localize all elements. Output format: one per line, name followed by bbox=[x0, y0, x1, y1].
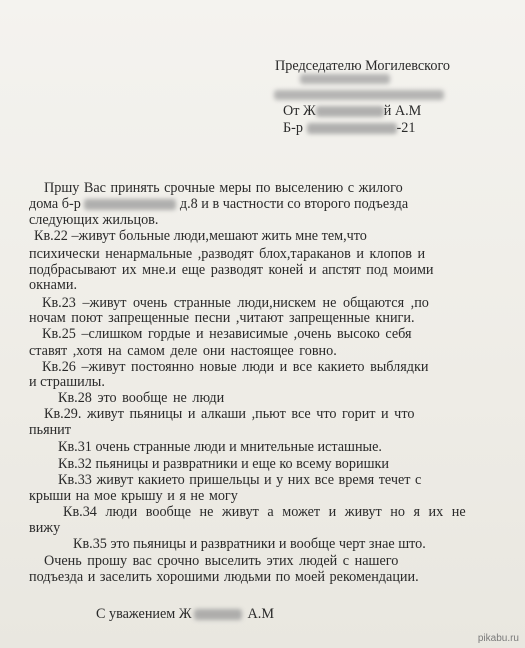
body-line: Кв.29. живут пьяницы и алкаши ,пьют все что горит и что bbox=[44, 406, 415, 422]
body-line: Кв.35 это пьяницы и развратники и вообще черт знае што. bbox=[73, 536, 426, 552]
body-line: пьянит bbox=[29, 422, 71, 438]
body-line: ночам поют запрещенные песни ,читают запрещенные книги. bbox=[29, 310, 415, 326]
body-line: Кв.23 –живут очень странные люди,нискем не общаются ,по bbox=[42, 295, 429, 311]
body-line: Кв.28 это вообще не люди bbox=[58, 390, 225, 406]
body-line: Очень прошу вас срочно выселить этих людей с нашего bbox=[44, 553, 399, 569]
recipient-line: Председателю Могилевского bbox=[275, 58, 451, 74]
address-line bbox=[283, 120, 415, 136]
sender-prefix: От Ж bbox=[283, 103, 316, 119]
body-line: Кв.25 –слишком гордые и независимые ,очень высоко себя bbox=[42, 326, 412, 342]
body-line: Пршу Вас принять срочные меры по выселению с жилого bbox=[44, 180, 403, 196]
redacted-street bbox=[84, 199, 176, 210]
body-text: дома б-р bbox=[29, 196, 81, 212]
body-line: психически ненармальные ,разводят блох,тараканов и клопов и bbox=[29, 246, 426, 262]
body-line: и страшилы. bbox=[29, 374, 105, 390]
body-text: д.8 и в частности со второго подъезда bbox=[179, 196, 409, 212]
body-line: следующих жильцов. bbox=[29, 212, 159, 228]
body-line: окнами. bbox=[29, 277, 77, 293]
address-suffix: -21 bbox=[396, 120, 416, 136]
body-line: Кв.22 –живут больные люди,мешают жить мне тем,что bbox=[34, 228, 367, 244]
sender-line bbox=[283, 103, 421, 119]
redacted-sender-surname bbox=[316, 106, 384, 117]
body-line: подбрасывают их мне.и еще разводят коней и апстят под моими bbox=[29, 262, 434, 278]
body-line: Кв.32 пьяницы и развратники и еще ко всему воришки bbox=[58, 456, 389, 472]
redacted-signature-surname bbox=[194, 609, 242, 620]
body-line bbox=[29, 196, 408, 212]
redacted-recipient-name bbox=[274, 90, 444, 100]
address-prefix: Б-р bbox=[283, 120, 303, 136]
redacted-address bbox=[307, 123, 397, 134]
signature-line bbox=[96, 606, 274, 622]
redacted-recipient-title bbox=[300, 74, 390, 84]
body-line: Кв.34 люди вообще не живут а может и живут но я их не bbox=[63, 504, 466, 520]
body-line: подъезда и заселить хорошими людьми по моей рекомендации. bbox=[29, 569, 419, 585]
body-line: Кв.26 –живут постоянно новые люди и все какието выблядки bbox=[42, 359, 429, 375]
body-line: вижу bbox=[29, 520, 61, 536]
signature-suffix: А.М bbox=[247, 606, 274, 622]
sender-suffix: й А.М bbox=[383, 103, 422, 119]
body-line: Кв.31 очень странные люди и мнительные исташные. bbox=[58, 439, 382, 455]
watermark: pikabu.ru bbox=[477, 633, 519, 644]
body-line: ставят ,хотя на самом деле они настоящее говно. bbox=[29, 343, 337, 359]
body-line: крыши на мое крышу и я не могу bbox=[29, 488, 238, 504]
body-line: Кв.33 живут какието пришельцы и у них все время течет с bbox=[58, 472, 422, 488]
signature-prefix: С уважением Ж bbox=[96, 606, 192, 622]
